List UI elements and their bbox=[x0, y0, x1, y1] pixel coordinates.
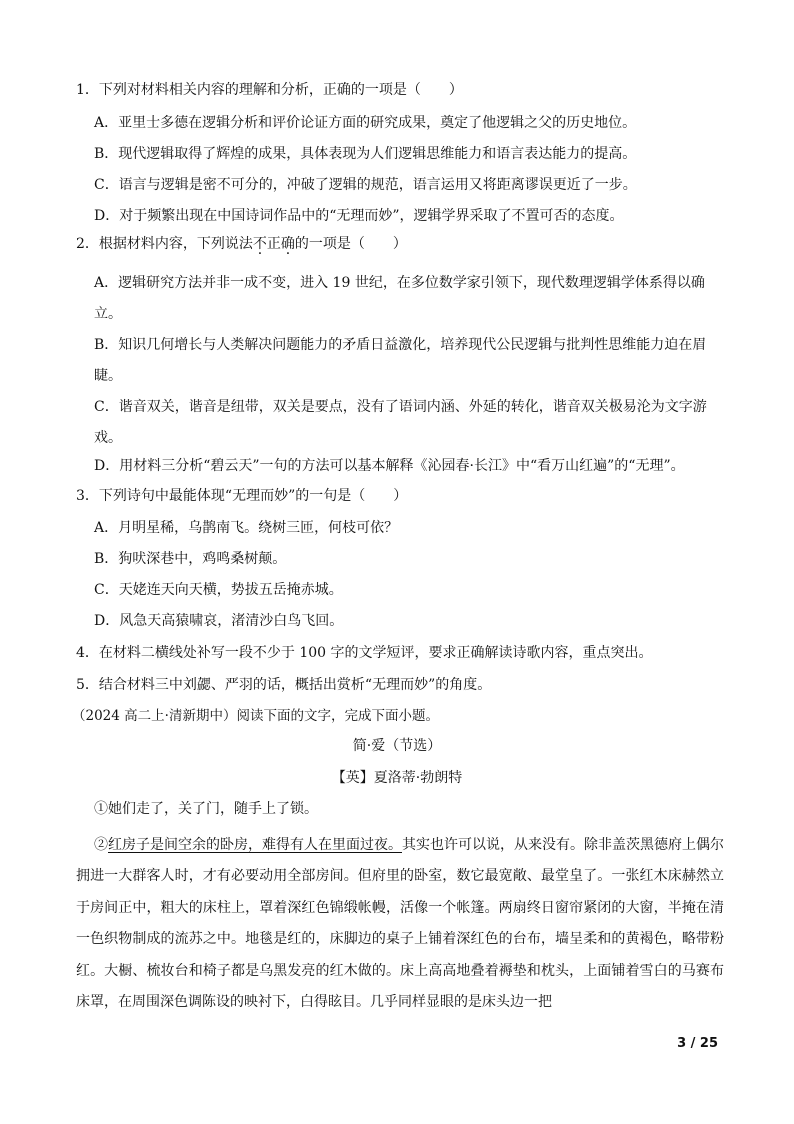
passage-intro: （2024 高二上·清新期中）阅读下面的文字，完成下面小题。 bbox=[72, 708, 439, 724]
passage-author: 【英】夏洛蒂·勃朗特 bbox=[331, 770, 463, 786]
paragraph-1: ①她们走了，关了门，随手上了锁。 bbox=[94, 801, 318, 817]
paragraph-2 bbox=[76, 830, 724, 1018]
paragraph-2-number: ② bbox=[94, 837, 108, 853]
question-3-option-a: A．月明星稀，乌鹊南飞。绕树三匝，何枝可依？ bbox=[94, 520, 399, 536]
question-3-option-c: C．天姥连天向天横，势拔五岳掩赤城。 bbox=[94, 582, 343, 598]
page-number: 3 / 25 bbox=[677, 1036, 718, 1051]
question-1-option-a: A．亚里士多德在逻辑分析和评价论证方面的研究成果，奠定了他逻辑之父的历史地位。 bbox=[94, 115, 637, 131]
question-2-option-d: D．用材料三分析“碧云天”一句的方法可以基本解释《沁园春·长江》中“看万山红遍”的“无理”。 bbox=[94, 458, 685, 474]
question-1-option-b: B．现代逻辑取得了辉煌的成果，具体表现为人们逻辑思维能力和语言表达能力的提高。 bbox=[94, 146, 637, 162]
question-3-option-b: B．狗吠深巷中，鸡鸣桑树颠。 bbox=[94, 551, 287, 567]
question-2-option-a: A．逻辑研究方法并非一成不变，进入 19 世纪，在多位数学家引领下，现代数理逻辑学体系得以确立。 bbox=[94, 275, 705, 322]
question-2-option-b: B．知识几何增长与人类解决问题能力的矛盾日益激化，培养现代公民逻辑与批判性思维能力迫在眉睫。 bbox=[94, 337, 707, 384]
paragraph-2-underlined-sentence: 红房子是间空余的卧房，难得有人在里面过夜。 bbox=[108, 837, 402, 853]
question-2-option-c: C．谐音双关，谐音是纽带，双关是要点，没有了语词内涵、外延的转化，谐音双关极易沦为文字游戏。 bbox=[94, 399, 707, 446]
question-4-stem: 4．在材料二横线处补写一段不少于 100 字的文学短评，要求正确解读诗歌内容，重点突出。 bbox=[76, 645, 653, 661]
passage-title: 简·爱（节选） bbox=[352, 738, 442, 754]
question-2-stem-pre: 2．根据材料内容，下列说法 bbox=[76, 236, 253, 252]
question-1-stem: 1．下列对材料相关内容的理解和分析，正确的一项是（ ） bbox=[76, 82, 463, 98]
question-3-stem: 3．下列诗句中最能体现“无理而妙”的一句是（ ） bbox=[76, 488, 408, 504]
question-5-stem: 5．结合材料三中刘勰、严羽的话，概括出赏析“无理而妙”的角度。 bbox=[76, 677, 492, 693]
question-2-stem-post: 的一项是（ ） bbox=[294, 236, 407, 252]
question-1-option-c: C．语言与逻辑是密不可分的，冲破了逻辑的规范，语言运用又将距离谬误更近了一步。 bbox=[94, 177, 637, 193]
question-3-option-d: D．风急天高猿啸哀，渚清沙白鸟飞回。 bbox=[94, 613, 344, 629]
question-1-option-d: D．对于频繁出现在中国诗词作品中的“无理而妙”，逻辑学界采取了不置可否的态度。 bbox=[94, 208, 624, 224]
paragraph-2-body: 其实也许可以说，从来没有。除非盖茨黑德府上偶尔拥进一大群客人时，才有必要动用全部房间。但府里的卧室，数它最宽敞、最堂皇了。一张红木床赫然立于房间正中，粗大的床柱上，罩着深红色锦缎帐幔，活像一个帐篷。两扇终日窗帘紧闭的大窗，半掩在清一色织物制成的流苏之中。地毯是红的，床脚边的桌子上铺着深红色的台布，墙呈柔和的黄褐色，略带粉红。大橱、梳妆台和椅子都是乌黑发亮的红木做的。床上高高地叠着褥垫和枕头，上面铺着雪白的马赛布床罩，在周围深色调陈设的映衬下，白得眩目。几乎同样显眼的是床头边一把 bbox=[76, 837, 724, 1011]
question-2-stem-mid: 正 bbox=[266, 236, 281, 252]
emphasis-char-correct: 确 bbox=[280, 236, 295, 252]
emphasis-char-not: 不 bbox=[252, 236, 267, 252]
question-2-stem bbox=[76, 234, 726, 254]
